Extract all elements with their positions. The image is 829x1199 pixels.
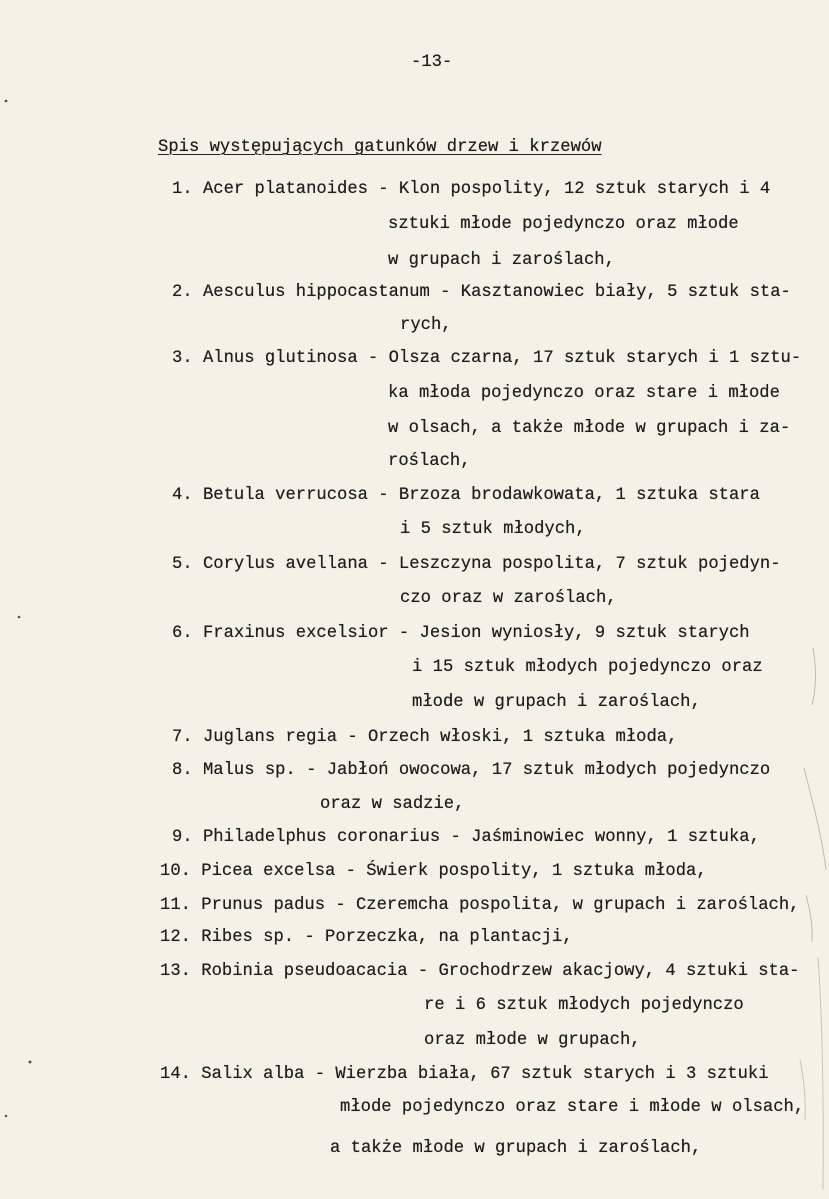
item-text: Picea excelsa - Świerk pospolity, 1 sztuka młoda, [201, 862, 707, 881]
page-number: -13- [411, 53, 453, 72]
item-text: Malus sp. - Jabłoń owocowa, 17 sztuk młodych pojedynczo [202, 761, 771, 780]
item-text: Corylus avellana - Leszczyna pospolita, 7 sztuk pojedyn- [202, 555, 781, 574]
list-item-line [160, 1065, 769, 1085]
list-item-continuation: a także młode w grupach i zaroślach, [330, 1139, 702, 1158]
item-number: 11. [160, 896, 191, 915]
list-item-line [160, 862, 707, 882]
item-text: Betula verrucosa - Brzoza brodawkowata, 1 sztuka stara [202, 486, 760, 505]
list-item-continuation: i 5 sztuk młodych, [400, 520, 586, 539]
list-item-line [172, 180, 770, 200]
list-item-continuation: młode pojedynczo oraz stare i młode w olsach, [340, 1098, 805, 1117]
item-number: 9. [172, 828, 193, 847]
list-item-continuation: rych, [400, 316, 452, 335]
item-text: Fraxinus excelsior - Jesion wyniosły, 9 sztuk starych [202, 624, 750, 643]
item-number: 12. [160, 928, 191, 947]
item-number: 10. [160, 862, 191, 881]
item-text: Prunus padus - Czeremcha pospolita, w grupach i zaroślach, [201, 896, 800, 915]
list-item-line [160, 896, 800, 916]
page-title: Spis występujących gatunków drzew i krzewów [158, 138, 602, 157]
item-text: Robinia pseudoacacia - Grochodrzew akacjowy, 4 sztuki sta- [201, 962, 800, 981]
item-text: Acer platanoides - Klon pospolity, 12 sztuk starych i 4 [202, 180, 771, 199]
item-number: 5. [172, 555, 193, 574]
list-item-continuation: czo oraz w zaroślach, [400, 589, 617, 608]
list-item-line [172, 349, 801, 369]
list-item-line [160, 928, 573, 948]
item-text: Salix alba - Wierzba biała, 67 sztuk starych i 3 sztuki [201, 1065, 769, 1084]
paper-speck [29, 1061, 32, 1064]
paper-speck [18, 616, 21, 619]
list-item-continuation: roślach, [388, 452, 471, 471]
paper-crease [818, 958, 823, 1190]
item-text: Alnus glutinosa - Olsza czarna, 17 sztuk starych i 1 sztu- [202, 349, 802, 368]
list-item-line [172, 624, 750, 644]
item-text: Juglans regia - Orzech włoski, 1 sztuka młoda, [202, 728, 678, 747]
paper-crease [806, 895, 812, 942]
list-item-line [172, 761, 770, 781]
list-item-continuation: ka młoda pojedynczo oraz stare i młode [388, 384, 780, 403]
list-item-continuation: sztuki młode pojedynczo oraz młode [388, 215, 739, 234]
list-item-continuation: re i 6 sztuk młodych pojedynczo [424, 996, 744, 1015]
item-number: 14. [160, 1065, 191, 1084]
list-item-line [172, 728, 677, 748]
paper-speck [5, 100, 8, 103]
list-item-line [172, 828, 760, 848]
list-item-continuation: w grupach i zaroślach, [388, 251, 615, 270]
list-item-line [172, 283, 791, 303]
item-number: 13. [160, 962, 191, 981]
paper-speck [5, 1115, 8, 1118]
item-number: 1. [172, 180, 193, 199]
list-item-continuation: młode w grupach i zaroślach, [412, 693, 701, 712]
list-item-line [172, 555, 781, 575]
paper-crease [804, 768, 826, 870]
item-number: 8. [172, 761, 193, 780]
list-item-line [172, 486, 760, 506]
list-item-line [160, 962, 800, 982]
list-item-continuation: w olsach, a także młode w grupach i za- [388, 419, 791, 438]
item-text: Philadelphus coronarius - Jaśminowiec wonny, 1 sztuka, [202, 828, 760, 847]
item-text: Aesculus hippocastanum - Kasztanowiec biały, 5 sztuk sta- [202, 283, 791, 302]
item-text: Ribes sp. - Porzeczka, na plantacji, [201, 928, 573, 947]
list-item-continuation: i 15 sztuk młodych pojedynczo oraz [412, 658, 763, 677]
item-number: 7. [172, 728, 193, 747]
item-number: 6. [172, 624, 193, 643]
item-number: 3. [172, 349, 193, 368]
list-item-continuation: oraz w sadzie, [320, 795, 465, 814]
list-item-continuation: oraz młode w grupach, [424, 1031, 641, 1050]
item-number: 4. [172, 486, 193, 505]
paper-crease [812, 648, 816, 705]
item-number: 2. [172, 283, 193, 302]
